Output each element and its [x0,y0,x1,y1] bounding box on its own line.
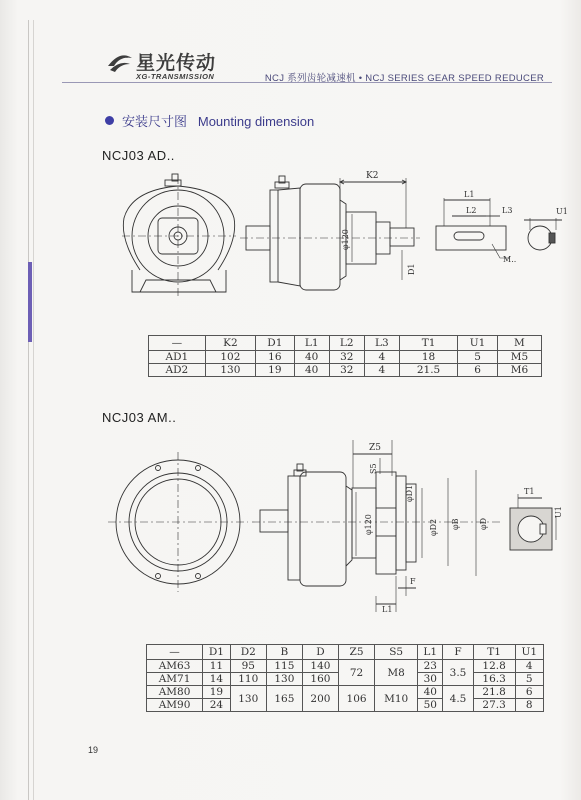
table-cell: 32 [329,364,364,377]
table-header-cell: — [147,645,203,660]
ad-spec-table [148,335,542,377]
table-cell: AD1 [149,351,206,364]
table-header-cell: L3 [364,336,399,351]
brand-name-cn: 星光传动 [136,52,217,74]
page-number: 19 [88,745,99,755]
table-header-cell: Z5 [339,645,375,660]
brand-name-en: XG-TRANSMISSION [136,72,215,81]
table-cell: 40 [294,351,329,364]
table-cell: 50 [418,699,443,712]
table-header-cell: D1 [256,336,295,351]
dim-label-f: F [410,577,416,586]
table-header-cell: D2 [230,645,266,660]
table-cell: 21.8 [473,686,515,699]
table-header-cell: F [443,645,473,660]
table-cell: 40 [418,686,443,699]
table-header-cell: U1 [515,645,543,660]
table-cell: 160 [302,673,338,686]
am-front-view [108,452,248,592]
dim-label-l1-ad: L1 [464,190,475,199]
table-cell: 30 [418,673,443,686]
dim-label-d1-am: φD1 [405,484,414,502]
dim-label-t1-am: T1 [524,487,535,496]
dim-label-phi120-ad: φ120 [341,229,350,250]
table-header-cell: L1 [418,645,443,660]
table-cell: M5 [497,351,541,364]
table-cell: 12.8 [473,660,515,673]
table-cell: 3.5 [443,660,473,686]
ad-shaft-detail [436,190,568,264]
table-cell: 130 [205,364,255,377]
table-cell: 21.5 [399,364,457,377]
table-header-cell: L2 [329,336,364,351]
table-cell: 4 [364,364,399,377]
table-cell: 140 [302,660,338,673]
dim-label-l3-ad: L3 [502,206,513,215]
table-header-cell: D1 [203,645,231,660]
table-cell: 130 [266,673,302,686]
table-header-cell: B [266,645,302,660]
table-cell: AM63 [147,660,203,673]
table-cell: 24 [203,699,231,712]
model-title-ad: NCJ03 AD.. [102,148,175,163]
dim-label-u1-ad: U1 [556,207,568,216]
table-cell: 102 [205,351,255,364]
dim-label-l1-am: L1 [382,605,393,614]
table-cell: 4 [364,351,399,364]
table-cell: 40 [294,364,329,377]
table-cell: 200 [302,686,338,712]
table-cell: 6 [458,364,498,377]
dim-label-d1-ad: D1 [407,263,416,275]
table-cell: 4.5 [443,686,473,712]
table-header-row [147,645,544,660]
table-cell: 16 [256,351,295,364]
dim-label-u1-am: U1 [554,506,563,518]
ad-front-view [122,174,236,298]
table-row [149,351,542,364]
am-spec-table [146,644,544,712]
table-cell: AD2 [149,364,206,377]
table-cell: 14 [203,673,231,686]
table-cell: 19 [256,364,295,377]
section-title-en: Mounting dimension [197,114,315,129]
dim-label-b: φB [451,518,460,530]
table-row [147,686,544,699]
table-cell: AM90 [147,699,203,712]
table-header-cell: U1 [458,336,498,351]
table-header-row [149,336,542,351]
table-cell: 11 [203,660,231,673]
am-side-view [252,440,500,614]
section-title-cn: 安装尺寸图 [122,114,188,129]
dim-label-d: φD [479,517,488,530]
model-title-am: NCJ03 AM.. [102,410,177,425]
table-cell: 23 [418,660,443,673]
table-cell: 106 [339,686,375,712]
dim-label-z5: Z5 [369,443,381,453]
table-header-cell: — [149,336,206,351]
table-cell: 27.3 [473,699,515,712]
table-cell: AM80 [147,686,203,699]
table-cell: 18 [399,351,457,364]
table-row [149,364,542,377]
table-cell: 5 [515,673,543,686]
dim-label-d2: φD2 [429,518,438,536]
table-cell: M6 [497,364,541,377]
table-header-cell: D [302,645,338,660]
table-cell: 95 [230,660,266,673]
table-cell: 16.3 [473,673,515,686]
dim-label-s5: S5 [369,463,378,474]
table-cell: 110 [230,673,266,686]
table-cell: M10 [375,686,418,712]
dim-label-phi120-am: φ120 [364,514,373,535]
table-header-cell: T1 [473,645,515,660]
table-header-cell: T1 [399,336,457,351]
series-title: NCJ 系列齿轮减速机 • NCJ SERIES GEAR SPEED REDUCER [264,73,544,84]
table-cell: 165 [266,686,302,712]
table-header-cell: K2 [205,336,255,351]
dim-label-k2: K2 [366,171,379,181]
table-header-cell: M [497,336,541,351]
table-cell: 115 [266,660,302,673]
table-cell: 8 [515,699,543,712]
am-bore-detail [510,487,563,550]
dim-label-m-ad: M.. [503,255,517,264]
table-cell: 6 [515,686,543,699]
dim-label-l2-ad: L2 [466,206,477,215]
table-cell: 4 [515,660,543,673]
table-header-cell: L1 [294,336,329,351]
table-cell: 5 [458,351,498,364]
table-cell: 72 [339,660,375,686]
table-cell: 32 [329,351,364,364]
table-row [147,660,544,673]
table-cell: M8 [375,660,418,686]
table-cell: 130 [230,686,266,712]
ad-side-view [240,171,420,290]
table-cell: 19 [203,686,231,699]
table-cell: AM71 [147,673,203,686]
table-header-cell: S5 [375,645,418,660]
